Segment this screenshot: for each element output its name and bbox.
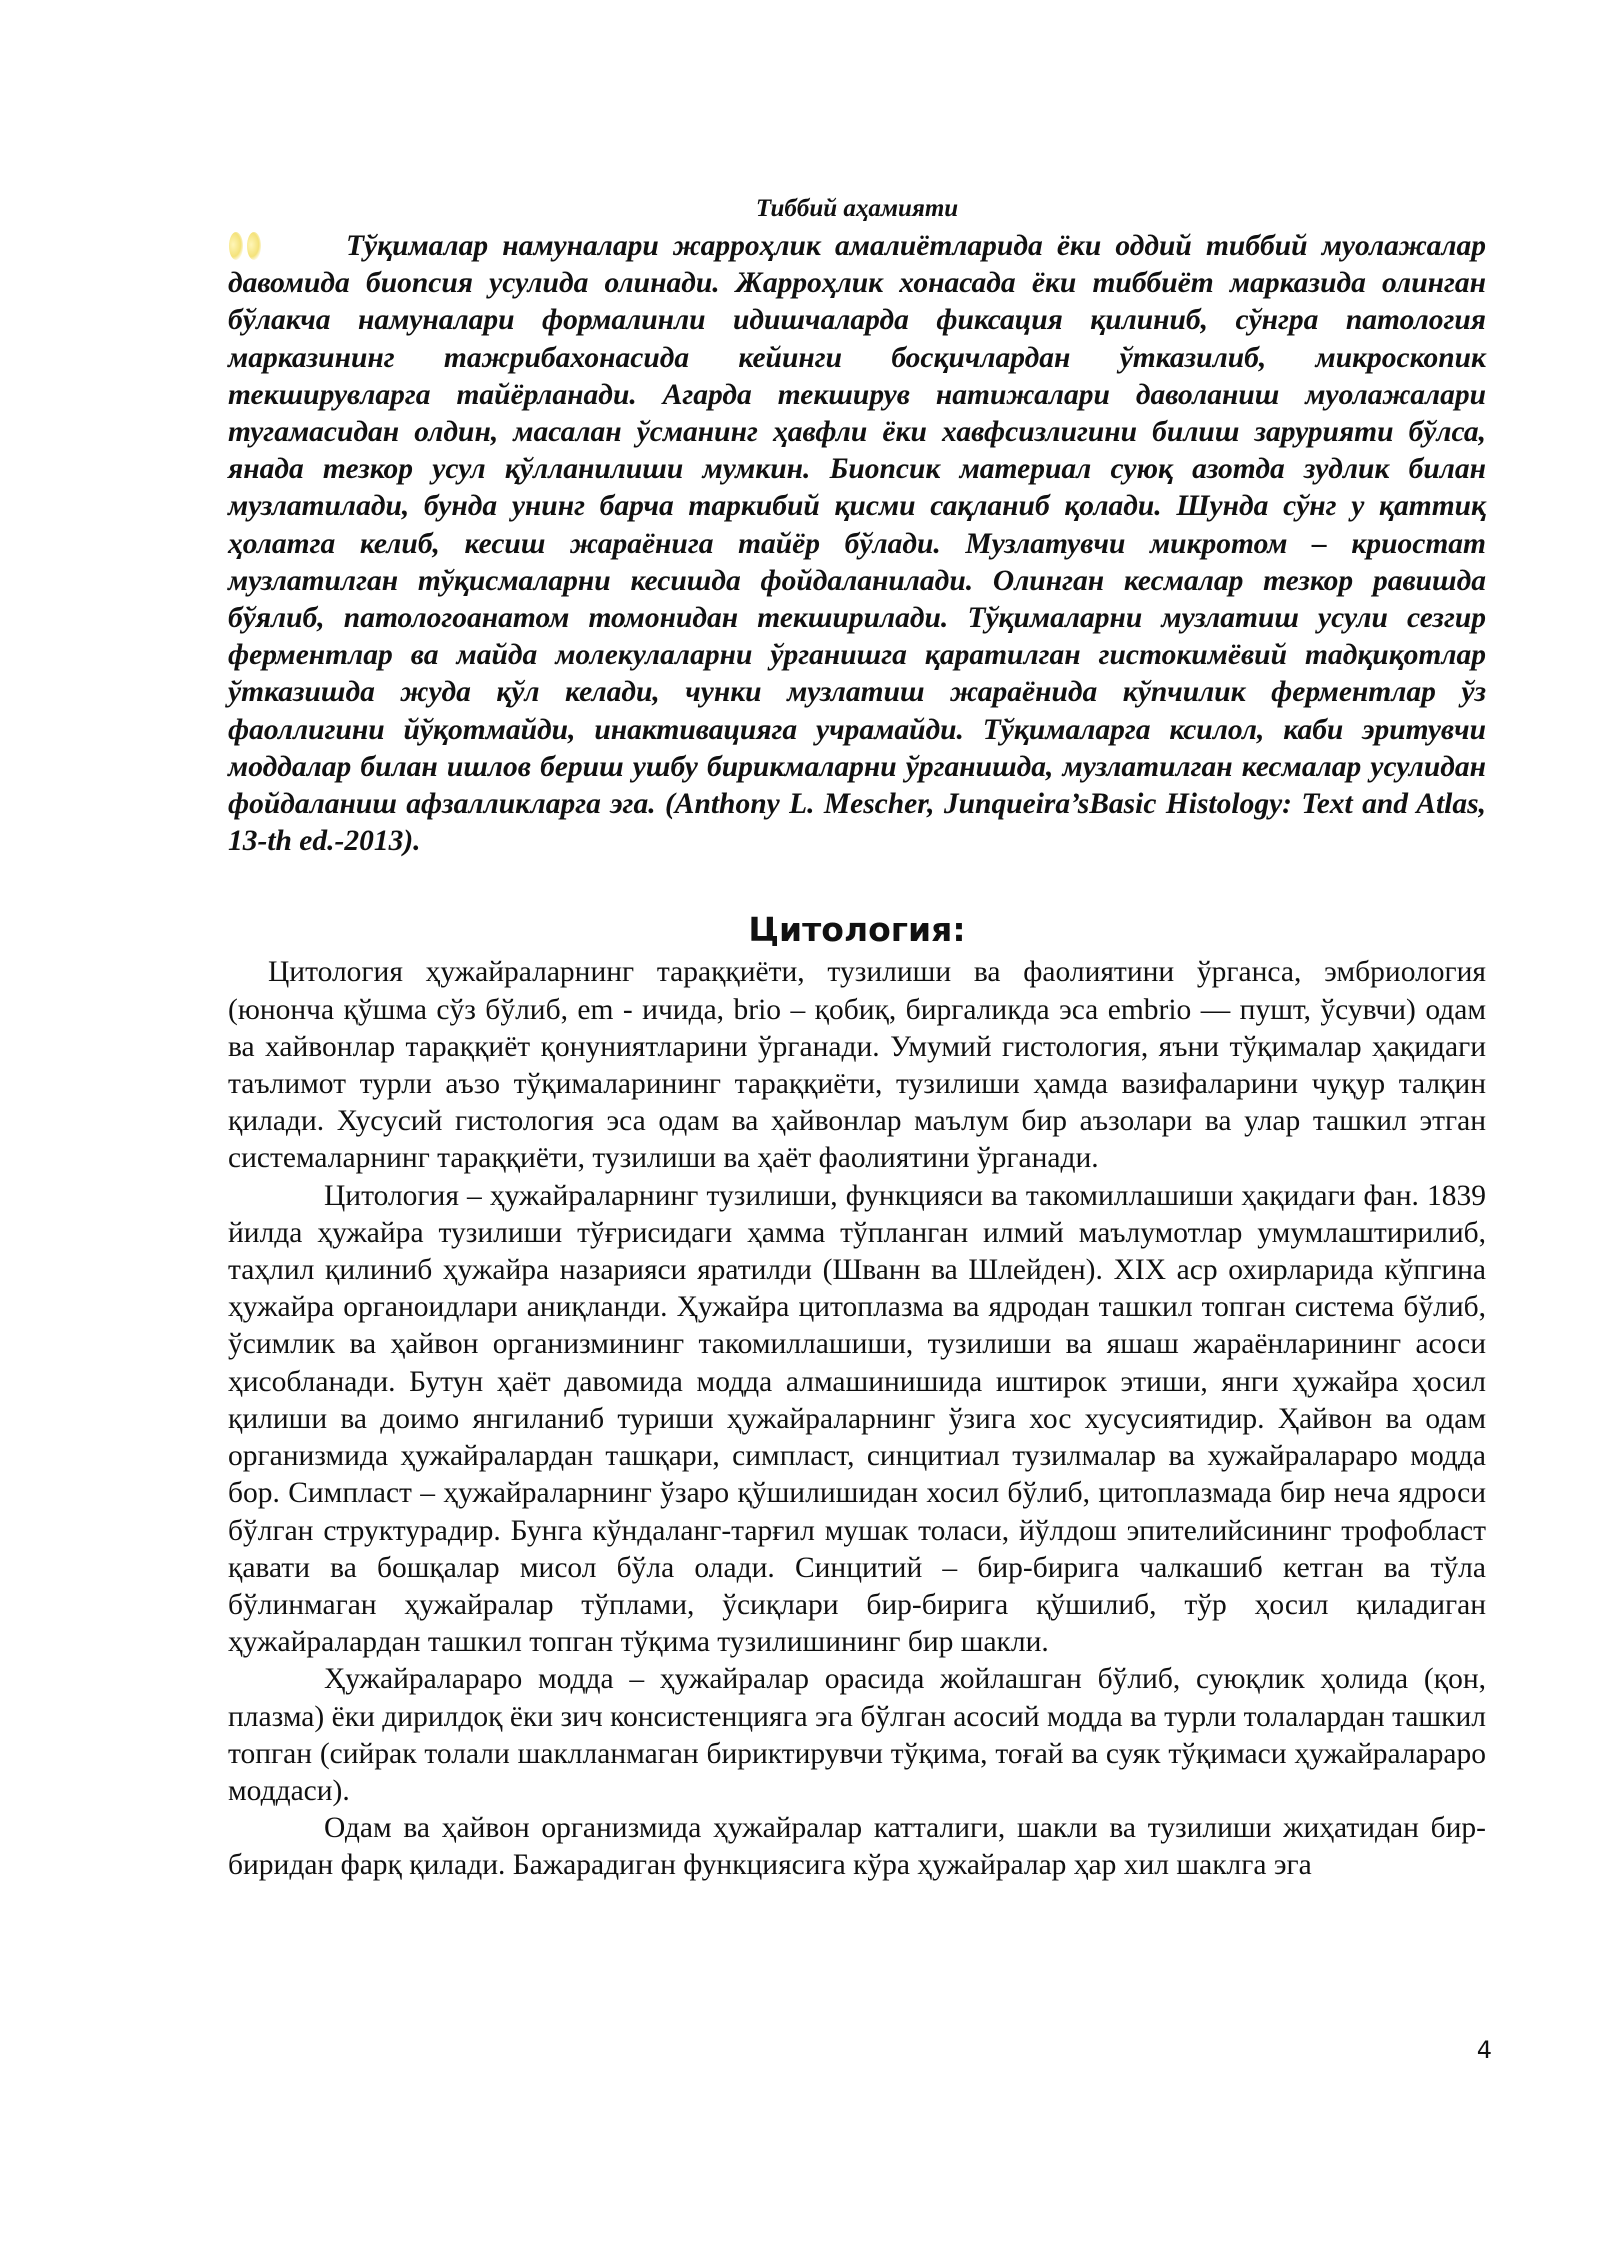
intro-block <box>228 228 1486 860</box>
page-number: 4 <box>1476 2036 1492 2064</box>
section-caption: Тиббий аҳамияти <box>755 195 959 222</box>
page-content <box>228 190 1486 1885</box>
body-paragraph-3: Ҳужайралараро модда – ҳужайралар орасида жойлашган бўлиб, суюқлик ҳолида (қон, плазма) ёки дирилдоқ ёки зич консистенцияга эга бўлган асосий модда ва турли толалардан ташкил топган (сийрак толали шаклланмаган бириктирувчи тўқима, тоғай ва суяк тўқимаси ҳужайралараро моддаси). <box>228 1663 1486 1807</box>
body-paragraph-2: Цитология – ҳужайраларнинг тузилиши, функцияси ва такомиллашиши ҳақидаги фан. 1839 йилда ҳужайра тузилиши тўғрисидаги ҳамма тўпланган илмий маълумотлар умумлаштирилиб, таҳлил қилиниб ҳужайра назарияси яратилди (Шванн ва Шлейден). XIX аср охирларида кўпгина ҳужайра органоидлари аниқланди. Ҳужайра цитоплазма ва ядродан ташкил топган система бўлиб, ўсимлик ва ҳайвон организмининг такомиллашиши, тузилиши ва яшаш жараёнларининг асоси ҳисобланади. Бутун ҳаёт давомида модда алмашинишида иштирок этиши, янги ҳужайра ҳосил қилиши ва доимо янгиланиб туриши ҳужайраларнинг ўзига хос хусусиятидир. Ҳайвон ва одам организмида ҳужайралардан ташқари, симпласт, синцитиал тузилмалар ва хужайралараро модда бор. Симпласт – ҳужайраларнинг ўзаро қўшилишидан хосил бўлиб, цитоплазмада бир неча ядроси бўлган структурадир. Бунга кўндаланг-тарғил мушак толаси, йўлдош эпителийсининг трофобласт қавати ва бошқалар мисол бўла олади. Синцитий – бир-бирига чалкашиб кетган ва тўла бўлинмаган ҳужайралар тўплами, ўсиқлари бир-бирига қўшилиб, тўр ҳосил қиладиган ҳужайралардан ташкил топган тўқима тузилишининг бир шакли. <box>228 1179 1486 1659</box>
cytology-heading: Цитология: <box>748 910 966 950</box>
intro-paragraph: Тўқималар намуналари жарроҳлик амалиётларида ёки оддий тиббий муолажалар давомида биопсия усулида олинади. Жарроҳлик хонасада ёки тиббиёт марказида олинган бўлакча намуналари формалинли идишчаларда фиксация қилиниб, сўнгра патология марказининг тажрибахонасида кейинги босқичлардан ўтказилиб, микроскопик текширувларга тайёрланади. Агарда текширув натижалари даволаниш муолажалари тугамасидан олдин, масалан ўсманинг ҳавфли ёки хавфсизлигини билиш зарурияти бўлса, янада тезкор усул қўлланилиши мумкин. Биопсик материал суюқ азотда зудлик билан музлатилади, бунда унинг барча таркибий қисми сақланиб қолади. Шунда сўнг у қаттиқ ҳолатга келиб, кесиш жараёнига тайёр бўлади. Музлатувчи микротом – криостат музлатилган тўқисмаларни кесишда фойдаланилади. Олинган кесмалар тезкор равишда бўялиб, патологоанатом томонидан текширилади. Тўқималарни музлатиш усули сезгир ферментлар ва майда молекулаларни ўрганишга қаратилган гистокимёвий тадқиқотлар ўтказишда жуда қўл келади, чунки музлатиш жараёнида кўпчилик ферментлар ўз фаоллигини йўқотмайди, инактивацияга учрамайди. Тўқималарга ксилол, каби эритувчи моддалар билан ишлов бериш ушбу бирикмаларни ўрганишда, музлатилган кесмалар усулидан фойдаланиш афзалликларга эга. (Anthony L. Mescher, Junqueira’sBasic Histology: Text and Atlas, 13-th ed.-2013). <box>228 230 1486 858</box>
body-paragraph-1: Цитология ҳужайраларнинг тараққиёти, тузилиши ва фаолиятини ўрганса, эмбриология (юнонча қўшма сўз бўлиб, em - ичида, brio – қобиқ, биргаликда эса embrio — пушт, ўсувчи) одам ва хайвонлар тараққиёт қонуниятларини ўрганади. Умумий гистология, яъни тўқималар ҳақидаги таълимот турли аъзо тўқималарининг тараққиёти, тузилиши ҳамда вазифаларини чуқур талқин қилади. Хусусий гистология эса одам ва ҳайвонлар маълум бир аъзолари ва улар ташкил этган системаларнинг тараққиёти, тузилиши ва ҳаёт фаолиятини ўрганади. <box>228 956 1486 1175</box>
body-paragraph-4: Одам ва ҳайвон организмида ҳужайралар катталиги, шакли ва тузилиши жиҳатидан бир-биридан фарқ қилади. Бажарадиган функциясига кўра ҳужайралар ҳар хил шаклга эга <box>228 1812 1486 1882</box>
